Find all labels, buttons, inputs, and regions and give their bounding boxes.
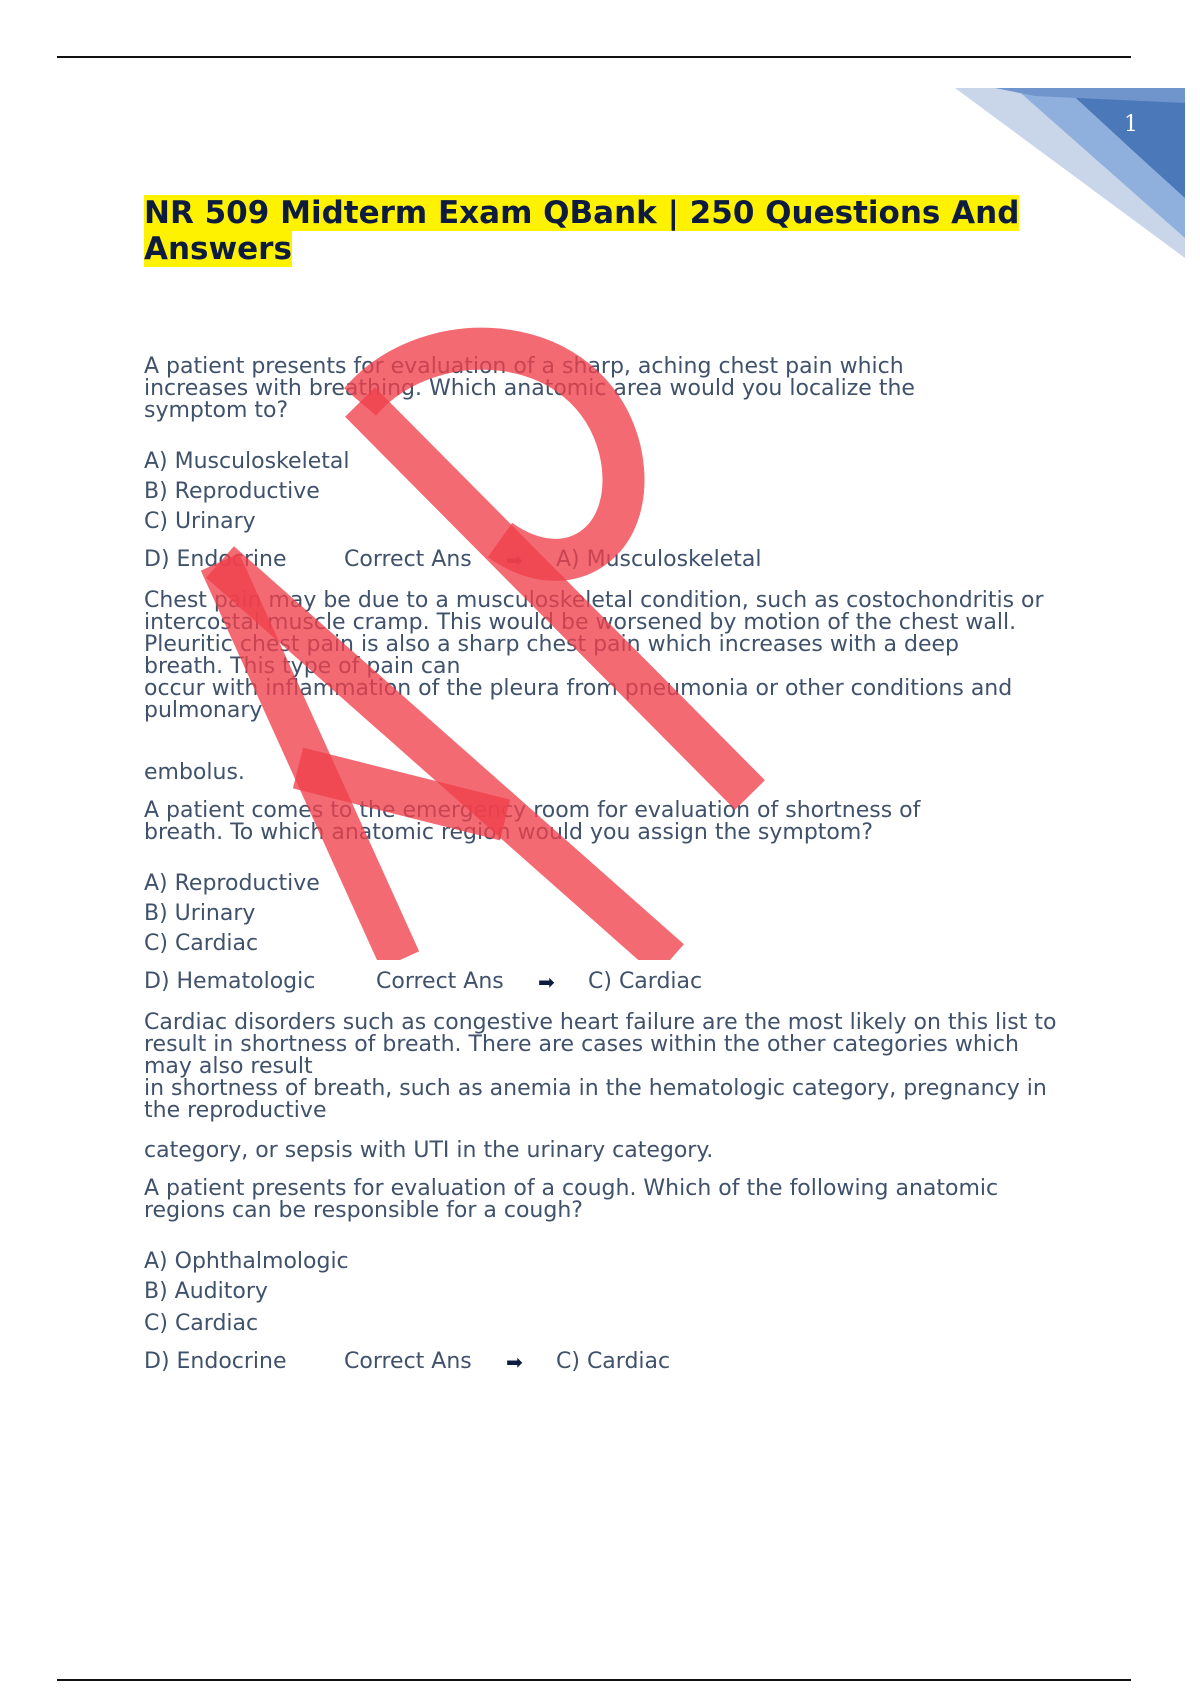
question-1-option-a: A) Musculoskeletal bbox=[144, 449, 350, 474]
question-3-correct-answer: C) Cardiac bbox=[556, 1349, 671, 1374]
top-rule bbox=[57, 56, 1131, 58]
question-2-text: A patient comes to the emergency room for evaluation of shortness of breath. To which anatomic region would you assign the symptom? bbox=[144, 798, 921, 845]
question-1-explanation-tail: embolus. bbox=[144, 760, 245, 785]
right-arrow-icon: ➡ bbox=[538, 970, 555, 994]
question-3-option-d: D) Endocrine bbox=[144, 1349, 287, 1374]
question-3-option-b: B) Auditory bbox=[144, 1279, 268, 1304]
question-3-option-a: A) Ophthalmologic bbox=[144, 1249, 349, 1274]
question-1-correct-label: Correct Ans bbox=[344, 547, 472, 572]
question-3-option-c: C) Cardiac bbox=[144, 1311, 259, 1336]
question-1-text: A patient presents for evaluation of a sharp, aching chest pain which increases with breathing. Which anatomic area would you localize the symptom to? bbox=[144, 354, 915, 423]
question-2-correct-label: Correct Ans bbox=[376, 969, 504, 994]
question-2-correct-answer: C) Cardiac bbox=[588, 969, 703, 994]
page-title bbox=[144, 195, 1084, 267]
right-arrow-icon: ➡ bbox=[506, 1350, 523, 1374]
question-2-explanation-tail: category, or sepsis with UTI in the urinary category. bbox=[144, 1138, 714, 1163]
question-1-explanation: Chest pain may be due to a musculoskeletal condition, such as costochondritis or intercostal muscle cramp. This would be worsened by motion of the chest wall. Pleuritic chest pain is also a sharp chest pain which increases with a deep breath. This type of pain can occur with inflammation of the pleura from pneumonia or other conditions and pulmonary bbox=[144, 588, 1044, 723]
bottom-rule bbox=[57, 1679, 1131, 1681]
question-1-option-c: C) Urinary bbox=[144, 509, 256, 534]
right-arrow-icon: ➡ bbox=[506, 548, 523, 572]
question-1-option-d: D) Endocrine bbox=[144, 547, 287, 572]
question-1-correct-answer: A) Musculoskeletal bbox=[556, 547, 762, 572]
question-3-correct-label: Correct Ans bbox=[344, 1349, 472, 1374]
question-2-explanation: Cardiac disorders such as congestive heart failure are the most likely on this list to result in shortness of breath. There are cases within the other categories which may also result in shortness of breath, such as anemia in the hematologic category, pregnancy in the reproductive bbox=[144, 1010, 1057, 1123]
question-2-option-a: A) Reproductive bbox=[144, 871, 320, 896]
ap-watermark bbox=[170, 300, 930, 960]
question-2-option-d: D) Hematologic bbox=[144, 969, 316, 994]
title-highlight: NR 509 Midterm Exam QBank | 250 Questions And Answers bbox=[144, 195, 1020, 267]
question-1-option-b: B) Reproductive bbox=[144, 479, 320, 504]
question-3-text: A patient presents for evaluation of a cough. Which of the following anatomic regions can be responsible for a cough? bbox=[144, 1176, 999, 1223]
page-number: 1 bbox=[1124, 112, 1138, 137]
question-2-option-b: B) Urinary bbox=[144, 901, 256, 926]
question-2-option-c: C) Cardiac bbox=[144, 931, 259, 956]
